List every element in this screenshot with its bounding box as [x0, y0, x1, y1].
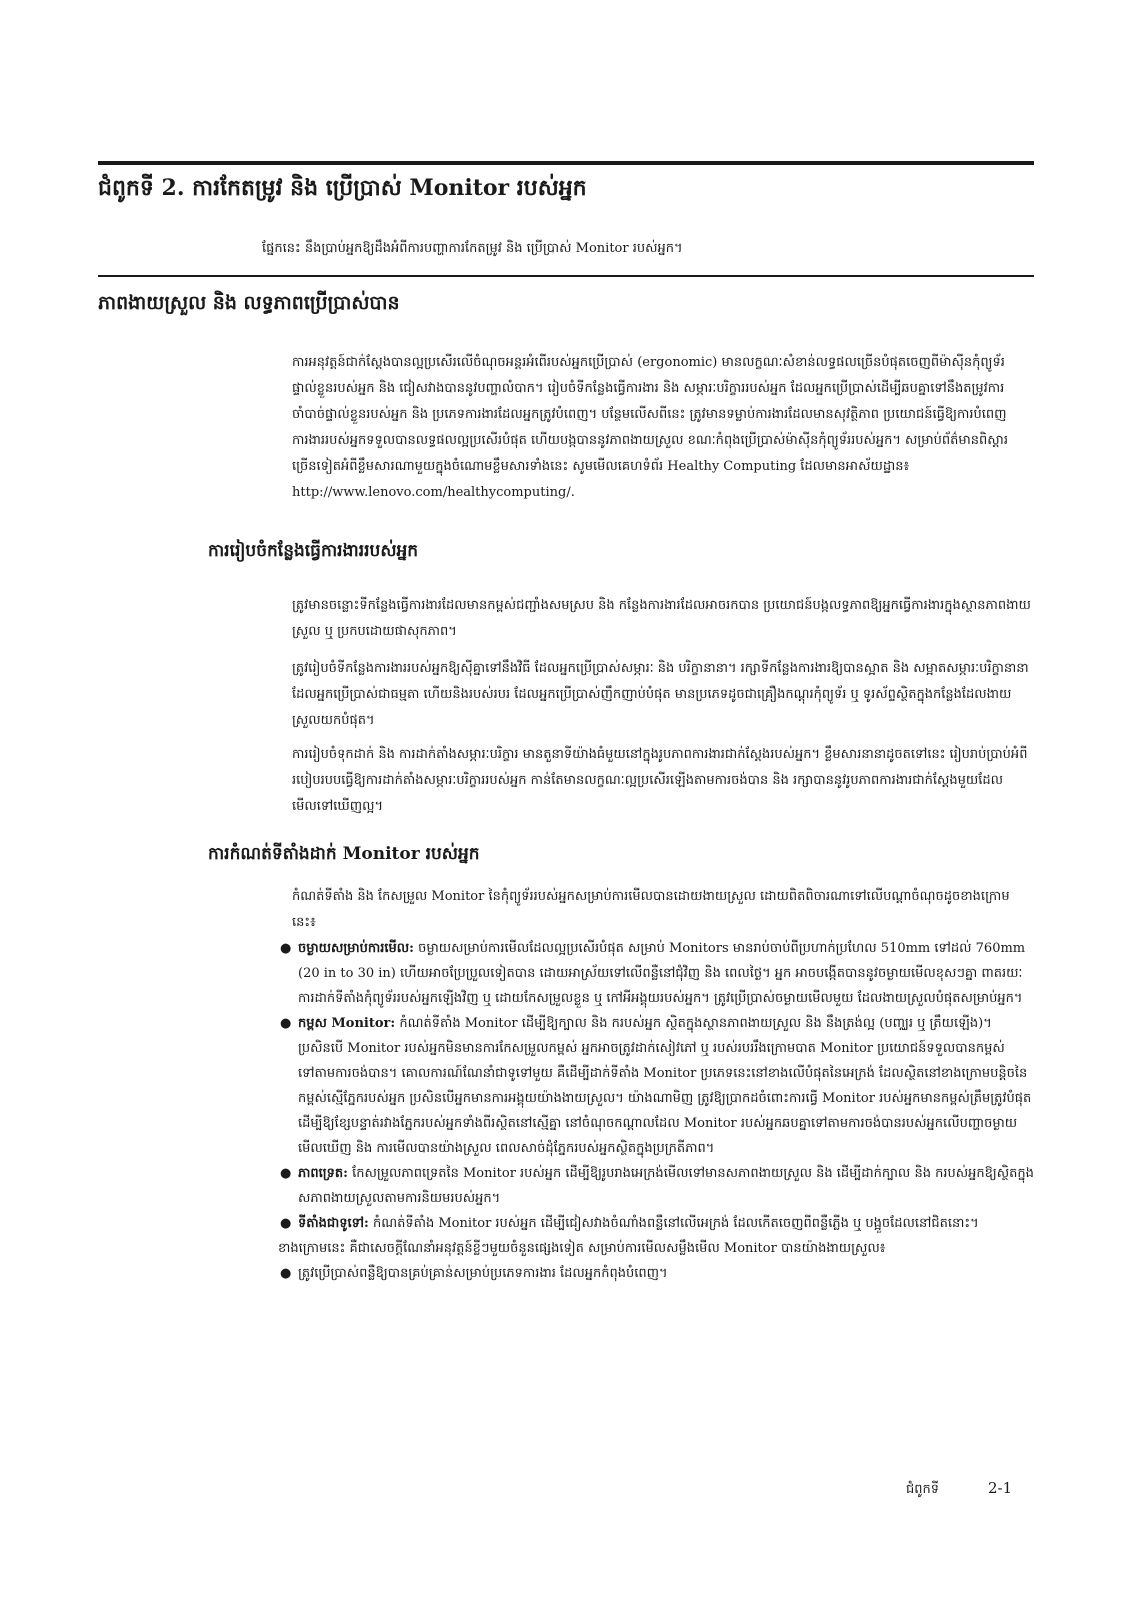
bullet-text: កំណត់ទីតាំង Monitor របស់អ្នក ដើម្បីជៀសវាងចំណាំងពន្លឺនៅលើអេក្រង់ ដែលកើតចេញពីពន្លឺភ្លើង ឬ បង្អួចដែលនៅជិតនោះ។: [368, 1216, 979, 1231]
bullet-icon: ●: [280, 941, 292, 956]
monitor-intro: កំណត់ទីតាំង និង កែសម្រួល Monitor នៃកុំព្យូទ័ររបស់អ្នកសម្រាប់ការមើលបានដោយងាយស្រួល ដោយពិតពិចារណាទៅលើបណ្តាចំណុចដូចខាងក្រោមនេះ៖: [292, 889, 1010, 930]
bullet-text: ត្រូវប្រើប្រាស់ពន្លឺឱ្យបានគ្រប់គ្រាន់សម្រាប់ប្រភេទការងារ ដែលអ្នកកំពុងបំពេញ។: [298, 1266, 668, 1281]
bullet-label: កម្ពស Monitor:: [298, 1016, 396, 1031]
workspace-paragraph-3: ការរៀបចំទុកដាក់ និង ការដាក់តាំងសម្ភារៈបរិក្ខារ មានតួនាទីយ៉ាងធំមួយនៅក្នុងរូបភាពការងារជាក់ស្តែងរបស់អ្នក។ ខ្លឹមសារនានាដូចតទៅនេះ រៀបរាប់ប្រាប់អំពីរបៀបរបបធ្វើឱ្យការដាក់តាំងសម្ភារៈបរិក្ខាររបស់អ្នក កាន់តែមានលក្ខណៈល្អប្រសើរឡើងតាមការចង់បាន និង រក្សាបាននូវរូបភាពការងារជាក់ស្តែងមួយដែលមើលទៅឃើញល្អ។: [292, 747, 1028, 814]
section-rule: [98, 275, 1034, 277]
chapter-intro: ផ្នែកនេះ នឹងប្រាប់អ្នកឱ្យដឹងអំពីការបញ្ហាការកែតម្រូវ និង ប្រើប្រាស់ Monitor របស់អ្នក។: [262, 241, 683, 256]
bullet-icon: ●: [280, 1166, 292, 1181]
workspace-heading: ការរៀបចំកន្លែងធ្វើការងាររបស់អ្នក: [208, 541, 419, 561]
bullet-label: ភាពទ្រេត:: [298, 1166, 348, 1181]
list-item: [278, 936, 1034, 1011]
bullet-icon: ●: [280, 1016, 292, 1031]
bullet-text: កំណត់ទីតាំង Monitor ដើម្បីឱ្យក្បាល និង ករបស់អ្នក ស្ថិតក្នុងស្ថានភាពងាយស្រួល និង នឹងត្រង់ល្អ (បញ្ឈរ ឬ ត្រឹយឡើង)។ ប្រសិនបើ Monitor របស់អ្នកមិនមានការកែសម្រួលកម្ពស់ អ្នកអាចត្រូវដាក់សៀវភៅ ឬ របស់របររឹងក្រោមបាត Monitor ប្រយោជន៍ទទួលបានកម្ពស់ទៅតាមការចង់បាន។ គោលការណ៍ណែនាំជាទូទៅមួយ គឺដើម្បីដាក់ទីតាំង Monitor ប្រភេទនេះនៅខាងលើបំផុតនៃអេក្រង់ ដែលស្ថិតនៅខាងក្រោមបន្តិចនៃកម្ពស់ស្មើភ្នែករបស់អ្នក ប្រសិនបើអ្នកមានការអង្គុយយ៉ាងងាយស្រួល។ យ៉ាងណាមិញ ត្រូវឱ្យប្រាកដចំពោះការធ្វើ Monitor របស់អ្នកមានកម្ពស់ត្រឹមត្រូវបំផុត ដើម្បីឱ្យខ្សែបន្ទាត់រវាងភ្នែករបស់អ្នកទាំងពីរស្ថិតនៅស្មើគ្នា នៅចំណុចកណ្តាលដែល Monitor របស់អ្នកឆបគ្នាទៅតាមការចង់បានរបស់អ្នកលើបញ្ហាចម្ងាយមើលឃើញ និង ការមើលបានយ៉ាងស្រួល ពេលសាច់ដុំភ្នែករបស់អ្នកស្ថិតក្នុងប្រក្រតីភាព។: [298, 1016, 1032, 1156]
list-item: [278, 1011, 1034, 1161]
footer-page-number: 2-1: [988, 1479, 1013, 1497]
workspace-paragraph-2: ត្រូវរៀបចំទីកន្លែងការងាររបស់អ្នកឱ្យស៊ីគ្នាទៅនឹងវិធី ដែលអ្នកប្រើប្រាស់សម្ភារៈ និង បរិក្ខានានា។ រក្សាទីកន្លែងការងារឱ្យបានស្អាត និង សម្អាតសម្ភារៈបរិក្ខានានា ដែលអ្នកប្រើប្រាស់ជាធម្មតា ហើយនិងរបស់របរ ដែលអ្នកប្រើប្រាស់ញឹកញាប់បំផុត មានប្រភេទដូចជាគ្រឿងកណ្តុរកុំព្យូទ័រ ឬ ទូរស័ព្ទស្ថិតក្នុងកន្លែងដែលងាយស្រួលយកបំផុត។: [292, 661, 1029, 728]
bullet-text: ចម្ងាយសម្រាប់ការមើលដែលល្អប្រសើរបំផុត សម្រាប់ Monitors មានរាប់ចាប់ពីប្រហាក់ប្រហែល 510mm ទៅដល់ 760mm (20 in to 30 in) ហើយអាចប្រែប្រួលទៀតបាន ដោយអាស្រ័យទៅលើពន្លឺនៅជុំវិញ និង ពេលថ្ងៃ។ អ្នក អាចបង្កើតបាននូវចម្ងាយមើលខុសៗគ្នា ពាតរយៈការដាក់ទីតាំងកុំព្យូទ័ររបស់អ្នកឡើងវិញ ឬ ដោយកែសម្រួលខ្លួន ឬ កៅអីអង្គុយរបស់អ្នក។ ត្រូវប្រើប្រាស់ចម្ងាយមើលមួយ ដែលងាយស្រួលបំផុតសម្រាប់អ្នក។: [298, 941, 1026, 1006]
chapter-rule: [98, 161, 1034, 165]
bullet-label: ចម្ងាយសម្រាប់ការមើល:: [298, 941, 414, 956]
list-item: [278, 1211, 1034, 1236]
monitor-bullet-list: [278, 936, 1034, 1286]
bullet-text: កែសម្រួលភាពទ្រេតនៃ Monitor របស់អ្នក ដើម្បីឱ្យរូបរាងអេក្រង់មើលទៅមានសភាពងាយស្រួល និង ដើម្បីដាក់ក្បាល និង ករបស់អ្នកឱ្យស្ថិតក្នុងសភាពងាយស្រួលតាមការនិយមរបស់អ្នក។: [298, 1166, 1034, 1206]
bullet-icon: ●: [280, 1216, 292, 1231]
bullet-icon: ●: [280, 1266, 292, 1281]
list-item: [278, 1261, 1034, 1286]
list-item: [278, 1161, 1034, 1211]
monitor-heading: ការកំណត់ទីតាំងដាក់ Monitor របស់អ្នក: [208, 844, 480, 864]
chapter-title: ជំពូកទី 2. ការកែតម្រូវ និង ប្រើប្រាស់ Monitor របស់អ្នក: [98, 175, 587, 201]
workspace-paragraph-1: ត្រូវមានចន្លោះទីកន្លែងធ្វើការងារដែលមានកម្ពស់ជញ្ជាំងសមស្រប និង កន្លែងការងារដែលអាចរកបាន ប្រយោជន៍បង្កលទ្ធភាពឱ្យអ្នកធ្វើការងារក្នុងស្ថានភាពងាយស្រួល ឬ ប្រកបដោយផាសុកភាព។: [292, 598, 1031, 639]
monitor-note: ខាងក្រោមនេះ គឺជាសេចក្តីណែនាំអនុវត្តន៍ខ្លីៗមួយចំនួនផ្សេងទៀត សម្រាប់ការមើលសម្លឹងមើល Monitor បានយ៉ាងងាយស្រួល៖: [278, 1241, 886, 1256]
footer-chapter-label: ជំពូកទី: [906, 1482, 940, 1497]
section-title: ភាពងាយស្រួល និង លទ្ធភាពប្រើប្រាស់បាន: [98, 292, 400, 314]
ergonomics-paragraph: ការអនុវត្តន៍ជាក់ស្តែងបានល្អប្រសើរលើចំណុចអន្តរអំពើរបស់អ្នកប្រើប្រាស់ (ergonomic) មានលក្ខណៈសំខាន់លទ្ធផលច្រើនបំផុតចេញពីម៉ាស៊ីនកុំព្យូទ័រផ្ទាល់ខ្លួនរបស់អ្នក និង ជៀសវាងបាននូវបញ្ហាលំបាក។ រៀបចំទីកន្លែងធ្វើការងារ និង សម្ភារៈបរិក្ខាររបស់អ្នក ដែលអ្នកប្រើប្រាស់ដើម្បីឆបគ្នាទៅនឹងតម្រូវការចាំបាច់ផ្ទាល់ខ្លួនរបស់អ្នក និង ប្រភេទការងារដែលអ្នកត្រូវបំពេញ។ បន្ថែមលើសពីនេះ ត្រូវមានទម្លាប់ការងារដែលមានសុវត្ថិភាព ប្រយោជន៍ធ្វើឱ្យការបំពេញការងាររបស់អ្នកទទួលបានលទ្ធផលល្អប្រសើរបំផុត ហើយបង្កបាននូវភាពងាយស្រួល ខណៈកំពុងប្រើប្រាស់ម៉ាស៊ីនកុំព្យូទ័ររបស់អ្នក។ សម្រាប់ព័ត៌មានពិស្តារច្រើនទៀតអំពីខ្លឹមសារណាមួយក្នុងចំណោមខ្លឹមសារទាំងនេះ សូមមើលគេហទំព័រ Healthy Computing ដែលមានអាស័យដ្ឋាន៖ http://www.lenovo.com/healthycomputing/.: [292, 355, 1008, 500]
bullet-label: ទីតាំងជាទូទៅ:: [298, 1216, 369, 1231]
